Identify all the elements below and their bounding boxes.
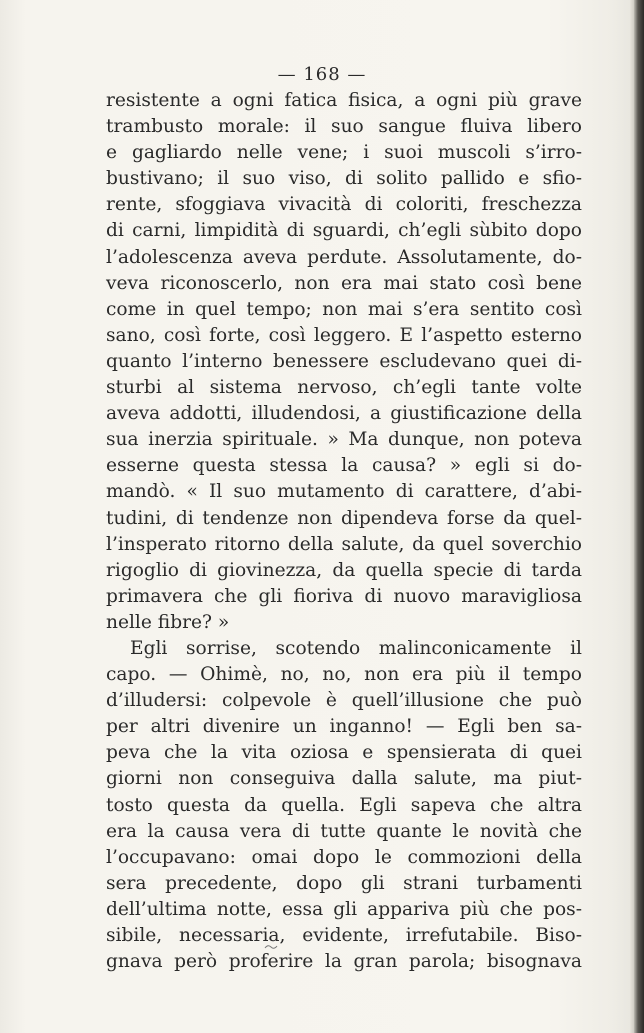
text-line: era la causa vera di tutte quante le novità che (106, 820, 582, 842)
text-line: capo. — Ohimè, no, no, non era più il tempo (106, 664, 582, 686)
text-line: tudini, di tendenze non dipendeva forse da quel- (106, 507, 582, 529)
text-line: sibile, necessaria, evidente, irrefutabile. Biso- (106, 925, 582, 946)
text-line: e gagliardo nelle vene; i suoi muscoli s’irro- (106, 142, 582, 164)
text-line: rigoglio di giovinezza, da quella specie di tarda (106, 559, 582, 581)
text-line: esserne questa stessa la causa? » egli si do- (106, 455, 582, 477)
text-line: d’illudersi: colpevole è quell’illusione che può (106, 690, 582, 712)
text-line: per altri divenire un inganno! — Egli ben sa- (106, 716, 582, 738)
text-line: sua inerzia spirituale. » Ma dunque, non poteva (106, 429, 582, 451)
text-line: peva che la vita oziosa e spensierata di quei (106, 742, 582, 764)
ink-smudge (264, 942, 278, 952)
text-line: veva riconoscerlo, non era mai stato così bene (106, 272, 582, 294)
text-line: dell’ultima notte, essa gli appariva più che pos- (106, 898, 582, 920)
text-line: mandò. « Il suo mutamento di carattere, d’abi- (106, 481, 582, 503)
text-line: l’occupavano: omai dopo le commozioni della (106, 846, 582, 868)
text-line: primavera che gli fioriva di nuovo maravigliosa (106, 585, 582, 607)
text-line: aveva addotti, illudendosi, a giustificazione della (106, 403, 582, 425)
text-line: bustivano; il suo viso, di solito pallido e sfio- (106, 168, 582, 190)
text-line: l’insperato ritorno della salute, da quel soverchio (106, 533, 582, 555)
text-line: gnava però proferire la gran parola; bisognava (106, 951, 582, 973)
text-line: sturbi al sistema nervoso, ch’egli tante volte (106, 377, 582, 399)
text-line: sano, così forte, così leggero. E l’aspetto esterno (106, 324, 582, 346)
text-line: trambusto morale: il suo sangue fluiva libero (106, 116, 582, 138)
text-line: sera precedente, dopo gli strani turbamenti (106, 872, 582, 894)
text-line: come in quel tempo; non mai s’era sentito così (106, 298, 582, 320)
book-spine (634, 0, 644, 1033)
text-line: di carni, limpidità di sguardi, ch’egli sùbito dopo (106, 220, 582, 242)
text-line: Egli sorrise, scotendo malinconicamente il (130, 637, 582, 659)
page-number: — 168 — (277, 64, 367, 85)
text-line: nelle fibre? » (106, 611, 230, 633)
text-line: resistente a ogni fatica fisica, a ogni più grave (106, 90, 582, 111)
text-line: tosto questa da quella. Egli sapeva che altra (106, 794, 582, 816)
text-line: l’adolescenza aveva perdute. Assolutamente, do- (106, 246, 582, 268)
text-line: quanto l’interno benessere escludevano quei di- (106, 350, 582, 372)
text-line: giorni non conseguiva dalla salute, ma piut- (106, 768, 582, 790)
text-line: rente, sfoggiava vivacità di coloriti, freschezza (106, 194, 582, 216)
body-text (106, 88, 582, 975)
